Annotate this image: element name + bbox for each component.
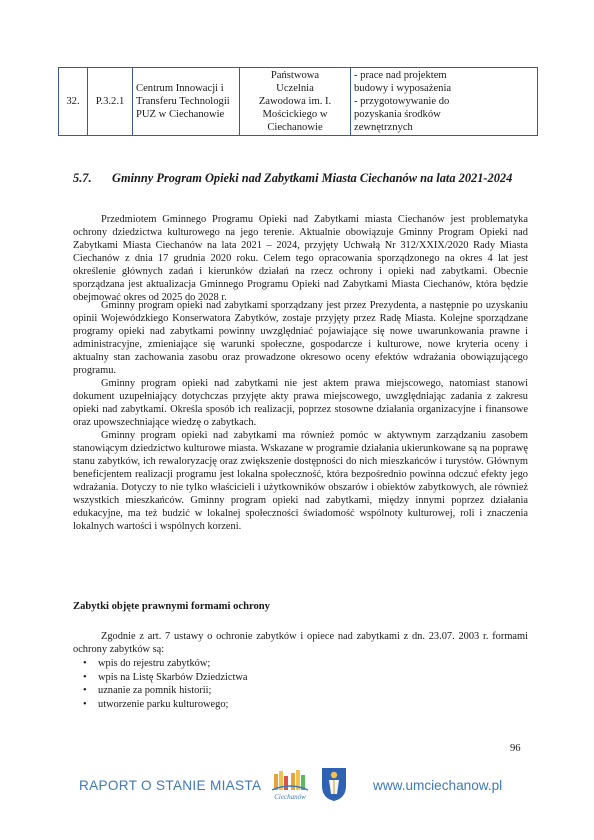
list-item-text: utworzenie parku kulturowego; [98, 698, 229, 710]
task-line: - prace nad projektem [354, 70, 447, 81]
projects-table [58, 67, 538, 136]
row-partner [240, 68, 351, 136]
coat-of-arms-icon [320, 766, 348, 802]
page-number: 96 [510, 743, 521, 754]
bullet-icon: • [83, 685, 87, 697]
list-item [73, 671, 247, 685]
footer [0, 768, 594, 808]
section-title: Gminny Program Opieki nad Zabytkami Miasta Ciechanów na lata 2021-2024 [112, 171, 513, 185]
subheading: Zabytki objęte prawnymi formami ochrony [73, 601, 270, 612]
city-logo-icon [268, 768, 312, 802]
task-line: budowy i wyposażenia [354, 83, 452, 94]
task-line: - przygotowywanie do [354, 96, 450, 107]
table-row [59, 68, 538, 136]
bullet-icon: • [83, 658, 87, 669]
paragraph: Gminny program opieki nad zabytkami ma również pomóc w aktywnym zarządzaniu zasobem stanowiącym dziedzictwo kulturowe miasta. Wskazane w programie działania ukierunkowane są na poprawę stanu zabytków, ich rewaloryzację oraz zwiększenie dostępności do nich mieszkańców i turystów. Głównym beneficjentem realizacji programu jest lokalna społeczność, która bezpośrednio powinna odczuć efekty jego wdrażania. Dotyczy to nie tylko właścicieli i użytkowników obszarów i obiektów zabytkowych, ale również wszystkich mieszkańców. Gminny program opieki nad zabytkami, między innymi poprzez działania edukacyjne, ma też budzić w lokalnej społeczności świadomość wspólnoty kulturowej, roli i znaczenia lokalnych wartości i wspólnych korzeni. [73, 430, 528, 532]
footer-website: www.umciechanow.pl [373, 778, 503, 793]
section-number: 5.7. [73, 171, 92, 185]
list-item [73, 698, 247, 712]
footer-report-title: RAPORT O STANIE MIASTA [79, 778, 262, 793]
list-item-text: uznanie za pomnik historii; [98, 685, 212, 697]
task-line: zewnętrznych [354, 122, 413, 133]
partner-line: Mościckiego w [262, 109, 328, 120]
protection-forms-list [73, 657, 247, 711]
partner-line: Zawodowa im. I. [258, 96, 332, 107]
body-text-b [73, 299, 528, 533]
list-item [73, 684, 247, 698]
paragraph: Przedmiotem Gminnego Programu Opieki nad Zabytkami miasta Ciechanów jest problematyka ochrony dziedzictwa kulturowego na jego terenie. Aktualnie obowiązuje Gminny Program Opieki nad Zabytkami Miasta Ciechanów na lata 2021 – 2024, przyjęty Uchwałą Nr 312/XXIX/2020 Rady Miasta Ciechanów z dnia 17 grudnia 2020 roku. Celem tego opracowania sporządzonego na okres 4 lat jest określenie głównych zadań i kierunków działań na rzecz ochrony i opieki nad zabytkami. Obecnie sporządzana jest aktualizacja Gminnego Programu Opieki nad Zabytkami Miasta Ciechanów, która będzie obejmować okres od 2025 do 2028 r. [73, 214, 528, 303]
partner-line: Państwowa [270, 70, 320, 81]
paragraph: Gminny program opieki nad zabytkami sporządzany jest przez Prezydenta, a następnie po uzyskaniu opinii Wojewódzkiego Konserwatora Zabytków, zostaje przyjęty przez Radę Miasta. Kolejne sporządzane programy opieki nad zabytkami powinny uwzględniać pojawiające się nowe uwarunkowania prawne i administracyjne, zmieniające się warunki społeczne, gospodarcze i kulturowe, nowe kryteria oceny i aktualny stan zachowania zasobu oraz prowadzone okresowo oceny efektów wdrażania obowiązującego programu. [73, 300, 528, 376]
bullet-icon: • [83, 671, 87, 683]
paragraph: Zgodnie z art. 7 ustawy o ochronie zabytków i opiece nad zabytkami z dn. 23.07. 2003 r. formami ochrony zabytków są: [73, 631, 528, 655]
task-line: pozyskania środków [354, 109, 441, 120]
row-tasks [351, 68, 538, 136]
logo-text: Ciechanów [274, 793, 306, 801]
row-project-name: Centrum Innowacji i Transferu Technologii PUZ w Ciechanowie [133, 68, 240, 136]
list-item [73, 657, 247, 671]
list-item-text: wpis na Listę Skarbów Dziedzictwa [98, 671, 248, 683]
bullet-icon: • [83, 698, 87, 710]
paragraph: Gminny program opieki nad zabytkami nie jest aktem prawa miejscowego, natomiast stanowi dokument uzupełniający dotychczas przyjęte akty prawa miejscowego, uwzględniając zadania z zakresu opieki nad zabytkami. Określa sposób ich realizacji, poprzez stosowne działania organizacyjne i finansowe oraz upowszechniające wiedzę o zabytkach. [73, 378, 528, 428]
intro-text [73, 630, 528, 656]
partner-line: Ciechanowie [267, 122, 323, 133]
row-number: 32. [59, 68, 88, 136]
body-text-a [73, 213, 528, 304]
list-item-text: wpis do rejestru zabytków; [98, 658, 211, 669]
row-code: P.3.2.1 [88, 68, 133, 136]
partner-line: Uczelnia [276, 83, 314, 94]
